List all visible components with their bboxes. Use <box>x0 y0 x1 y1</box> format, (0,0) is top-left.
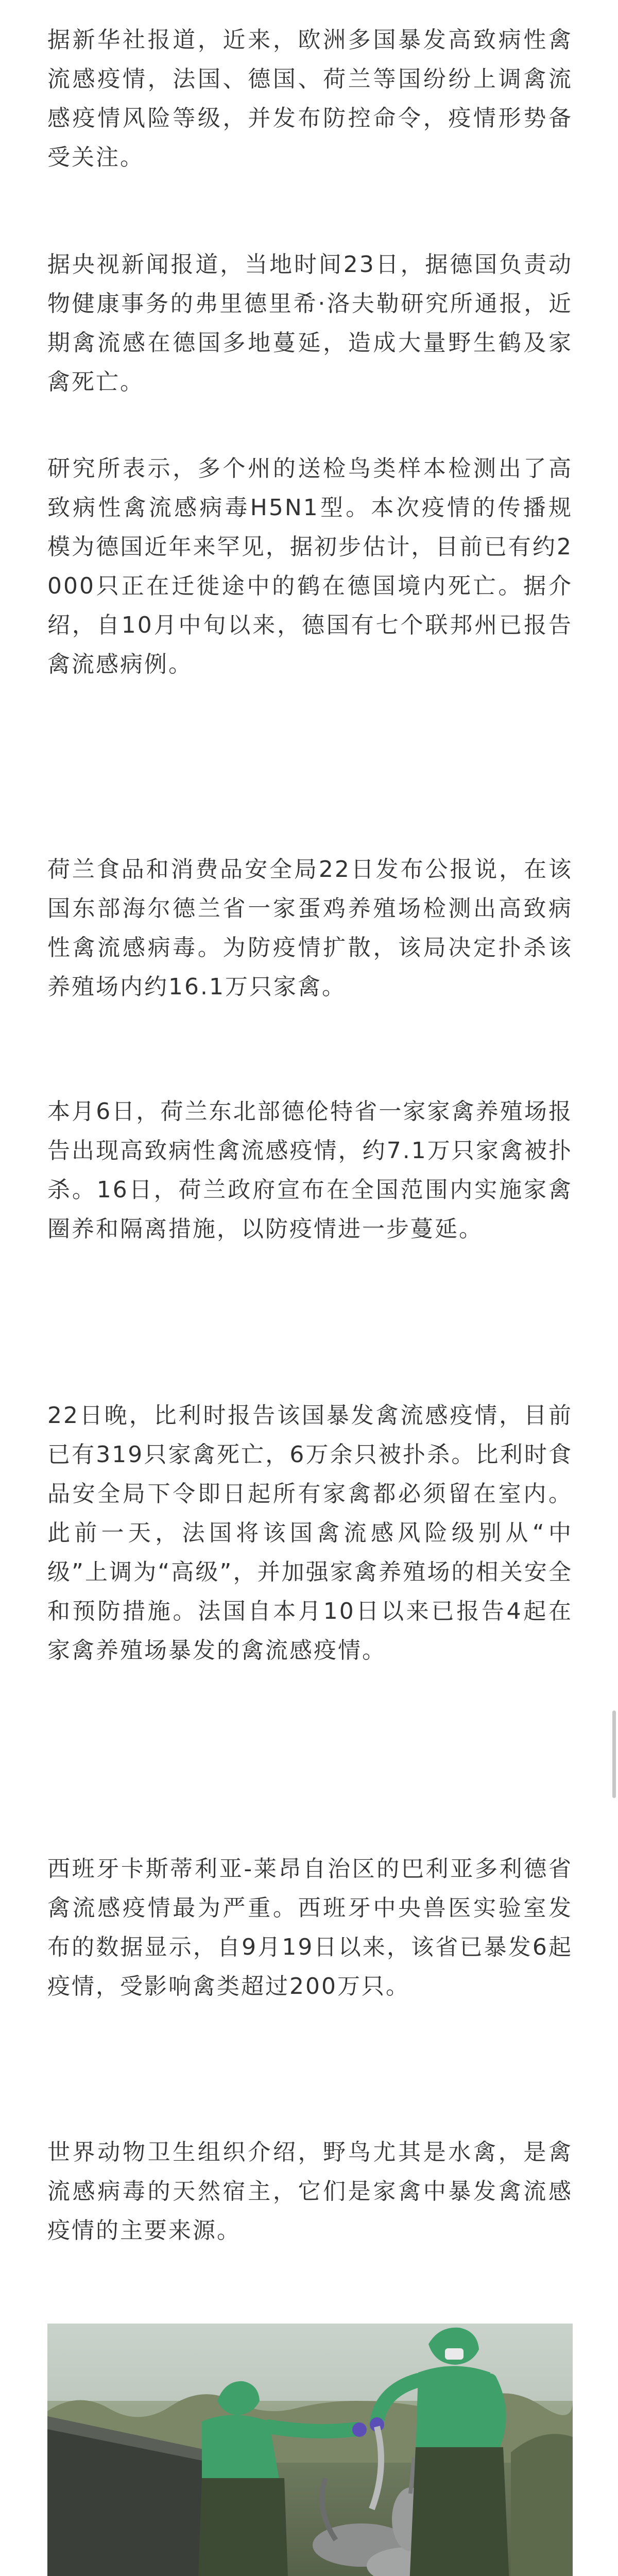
paragraph-germany-h5n1: 研究所表示，多个州的送检鸟类样本检测出了高致病性禽流感病毒H5N1型。本次疫情的传播规模为德国近年来罕见，据初步估计，目前已有约2000只正在迁徙途中的鹤在德国境内死亡。据介绍，自10月中旬以来，德国有七个联邦州已报告禽流感病例。 <box>47 455 573 677</box>
paragraph-spain: 西班牙卡斯蒂利亚-莱昂自治区的巴利亚多利德省禽流感疫情最为严重。西班牙中央兽医实验室发布的数据显示，自9月19日以来，该省已暴发6起疫情，受影响禽类超过200万只。 <box>47 1856 573 1999</box>
paragraph-netherlands-6: 本月6日，荷兰东北部德伦特省一家家禽养殖场报告出现高致病性禽流感疫情，约7.1万只家禽被扑杀。16日，荷兰政府宣布在全国范围内实施家禽圈养和隔离措施，以防疫情进一步蔓延。 <box>47 1098 573 1242</box>
paragraph-netherlands-22: 荷兰食品和消费品安全局22日发布公报说，在该国东部海尔德兰省一家蛋鸡养殖场检测出高致病性禽流感病毒。为防疫情扩散，该局决定扑杀该养殖场内约16.1万只家禽。 <box>47 856 573 1000</box>
paragraph-germany-report: 据央视新闻报道，当地时间23日，据德国负责动物健康事务的弗里德里希·洛夫勒研究所通报，近期禽流感在德国多地蔓延，造成大量野生鹤及家禽死亡。 <box>47 251 573 395</box>
scrollbar[interactable] <box>611 0 618 2576</box>
scrollbar-thumb[interactable] <box>612 1710 616 1798</box>
paragraph-intro: 据新华社报道，近来，欧洲多国暴发高致病性禽流感疫情，法国、德国、荷兰等国纷纷上调禽流感疫情风险等级，并发布防控命令，疫情形势备受关注。 <box>47 27 573 171</box>
paragraph-woah-wild-birds: 世界动物卫生组织介绍，野鸟尤其是水禽，是禽流感病毒的天然宿主，它们是家禽中暴发禽流感疫情的主要来源。 <box>47 2139 573 2244</box>
paragraph-belgium-france: 22日晚，比利时报告该国暴发禽流感疫情，目前已有319只家禽死亡，6万余只被扑杀。比利时食品安全局下令即日起所有家禽都必须留在室内。此前一天，法国将该国禽流感风险级别从“中级”上调为“高级”，并加强家禽养殖场的相关安全和预防措施。法国自本月10日以来已报告4起在家禽养殖场暴发的禽流感疫情。 <box>47 1402 573 1664</box>
news-photo <box>47 2324 573 2576</box>
workers-handling-cranes-illustration <box>47 2324 573 2576</box>
